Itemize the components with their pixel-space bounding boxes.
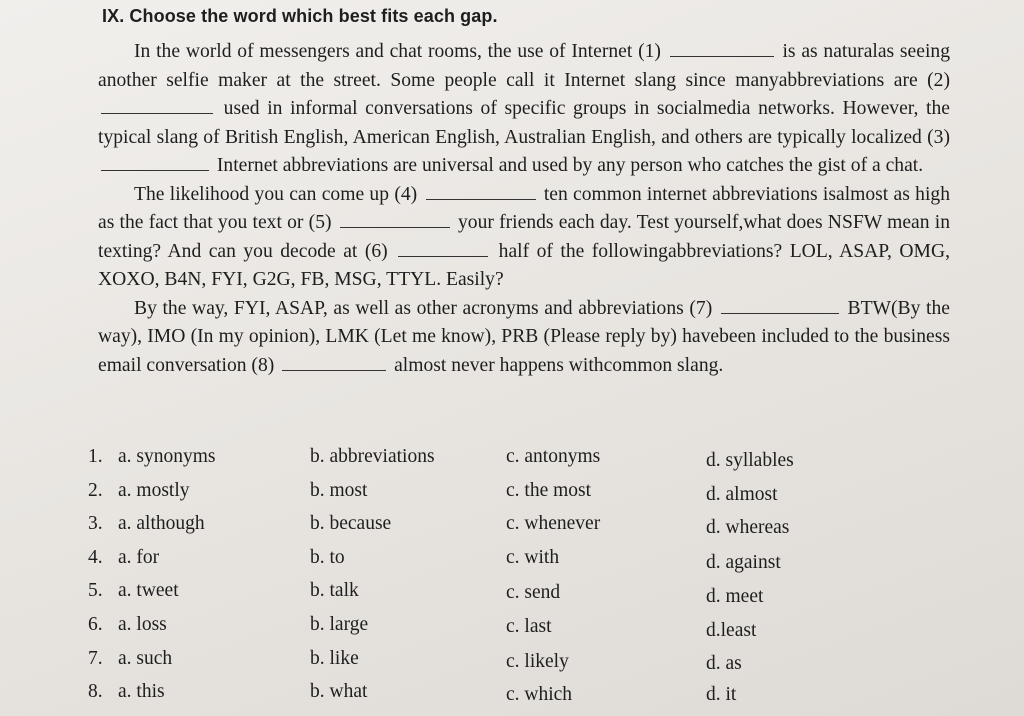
option-b: b. large bbox=[310, 613, 369, 635]
option-d: d. syllables bbox=[706, 450, 794, 471]
option-b: b. what bbox=[310, 681, 368, 703]
question-number: 7. bbox=[88, 647, 103, 669]
option-c: c. whenever bbox=[506, 513, 601, 535]
question-number: 6. bbox=[88, 613, 103, 635]
option-c: c. the most bbox=[506, 479, 592, 501]
option-a: a. synonyms bbox=[118, 446, 216, 467]
option-c: c. last bbox=[506, 615, 552, 637]
passage-text: Internet abbreviations are universal and used by any person who catches the gist of a chat. bbox=[216, 155, 924, 176]
passage-text: half of the followingabbreviations? LOL, ASAP, OMG, XOXO, B4N, FYI, G2G, FB, MSG, TTYL. Easily? bbox=[98, 240, 950, 290]
option-row-7 bbox=[88, 648, 968, 682]
option-a: a. such bbox=[118, 647, 173, 669]
option-c: c. which bbox=[506, 684, 573, 706]
passage-text: used in informal conversations of specific groups in socialmedia networks. However, the typical slang of British English, American English, Australian English, and others are typically localized (3) bbox=[98, 98, 950, 148]
option-row-3 bbox=[88, 513, 968, 547]
gap-7 bbox=[721, 295, 839, 314]
passage-text: is as naturalas seeing another selfie maker at the street. Some people call it Internet slang since manyabbreviations are (2) bbox=[98, 41, 950, 91]
option-row-1 bbox=[88, 446, 968, 480]
option-c: c. likely bbox=[506, 650, 569, 672]
option-row-4 bbox=[88, 547, 968, 581]
question-number: 1. bbox=[88, 446, 103, 467]
option-b: b. abbreviations bbox=[310, 446, 435, 467]
option-d: d. it bbox=[706, 684, 737, 706]
option-a: a. mostly bbox=[118, 479, 190, 501]
passage-text: BTW(By the way), IMO (In my opinion), LMK (Let me know), PRB (Please reply by) havebeen included to the business email conversation (8) bbox=[98, 297, 950, 376]
option-b: b. most bbox=[310, 479, 368, 501]
option-b: b. to bbox=[310, 546, 345, 568]
option-d: d. meet bbox=[706, 586, 764, 608]
option-d: d. almost bbox=[706, 483, 778, 505]
paragraph-2 bbox=[98, 181, 950, 295]
question-number: 3. bbox=[88, 513, 103, 535]
reading-passage bbox=[98, 38, 950, 380]
option-b: b. like bbox=[310, 647, 359, 669]
option-a: a. for bbox=[118, 546, 160, 568]
option-c: c. antonyms bbox=[506, 446, 601, 467]
paragraph-1 bbox=[98, 38, 950, 181]
option-row-2 bbox=[88, 480, 968, 514]
option-d: d. against bbox=[706, 551, 781, 573]
option-row-6 bbox=[88, 614, 968, 648]
option-c: c. with bbox=[506, 546, 560, 568]
passage-text: The likelihood you can come up (4) bbox=[134, 183, 418, 205]
option-row-8 bbox=[88, 681, 968, 715]
passage-text: ten common internet abbreviations isalmost as high as the fact that you text or (5) bbox=[98, 183, 950, 233]
passage-text: almost never happens withcommon slang. bbox=[394, 354, 724, 376]
passage-text: In the world of messengers and chat rooms, the use of Internet (1) bbox=[134, 41, 661, 62]
passage-text: your friends each day. Test yourself,what does NSFW mean in texting? And can you decode at (6) bbox=[98, 212, 951, 262]
gap-4 bbox=[426, 181, 536, 200]
answer-options bbox=[88, 446, 968, 715]
option-b: b. because bbox=[310, 513, 392, 535]
option-a: a. this bbox=[118, 681, 165, 703]
question-number: 5. bbox=[88, 580, 103, 602]
gap-5 bbox=[340, 209, 450, 228]
option-row-5 bbox=[88, 580, 968, 614]
gap-1 bbox=[670, 38, 774, 57]
option-a: a. tweet bbox=[118, 580, 179, 602]
option-b: b. talk bbox=[310, 580, 359, 602]
paragraph-3 bbox=[98, 295, 950, 381]
option-a: a. although bbox=[118, 513, 205, 535]
exercise-heading: IX. Choose the word which best fits each gap. bbox=[102, 6, 498, 26]
gap-3 bbox=[101, 152, 209, 171]
question-number: 2. bbox=[88, 479, 103, 501]
option-c: c. send bbox=[506, 582, 561, 604]
option-a: a. loss bbox=[118, 613, 167, 635]
option-d: d. whereas bbox=[706, 517, 790, 539]
passage-text: By the way, FYI, ASAP, as well as other acronyms and abbreviations (7) bbox=[134, 297, 713, 319]
question-number: 4. bbox=[88, 546, 103, 568]
gap-2 bbox=[101, 95, 213, 114]
option-d: d.least bbox=[706, 619, 757, 641]
gap-8 bbox=[282, 352, 386, 371]
option-d: d. as bbox=[706, 652, 742, 674]
gap-6 bbox=[398, 238, 488, 257]
question-number: 8. bbox=[88, 681, 103, 703]
